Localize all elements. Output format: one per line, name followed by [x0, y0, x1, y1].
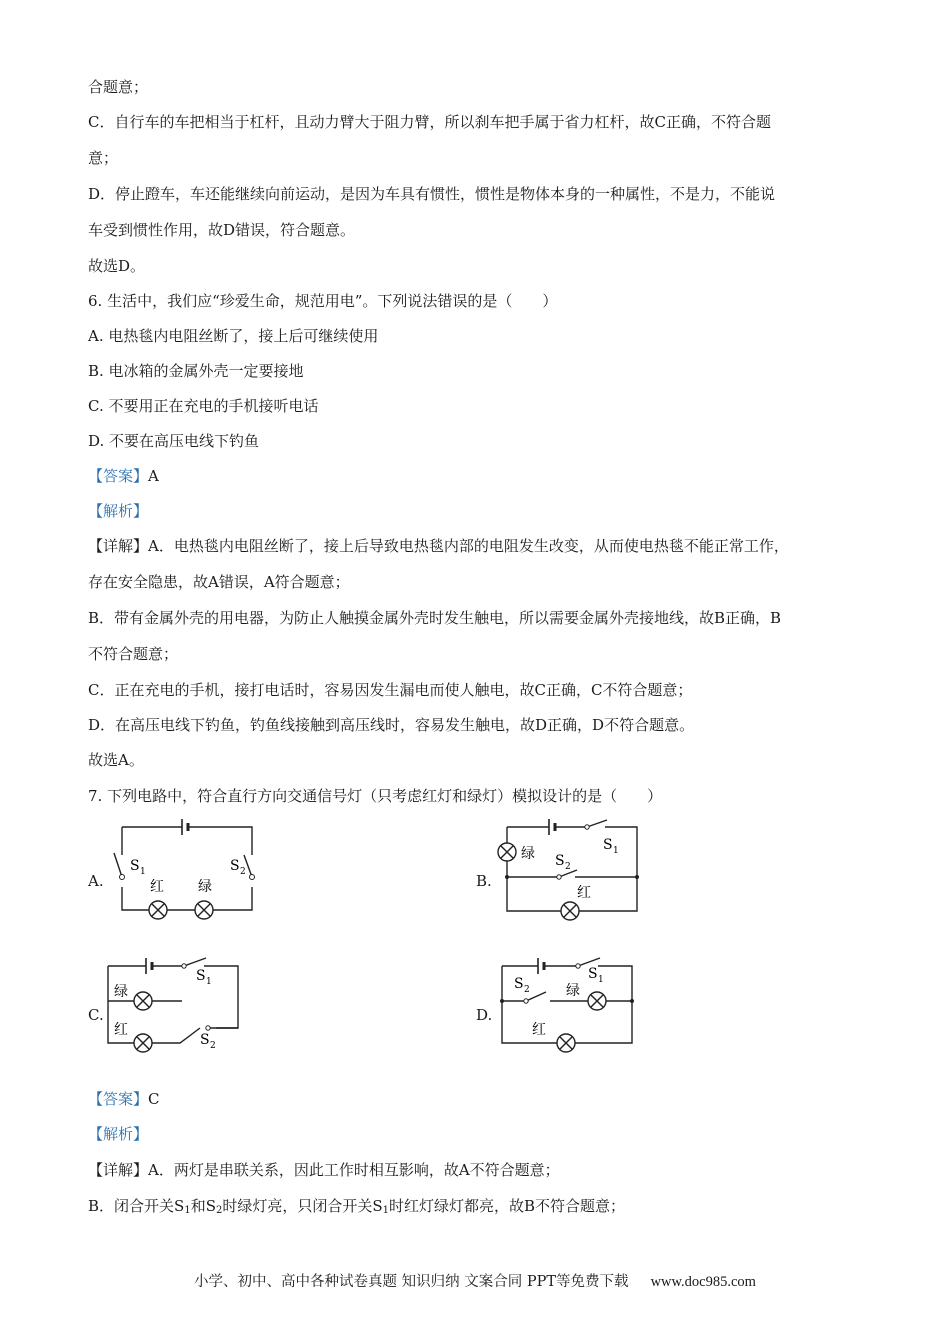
svg-text:2: 2 [565, 862, 571, 872]
svg-text:1: 1 [598, 975, 604, 985]
text-line: 意； [88, 149, 119, 167]
lamp-label: 绿 [566, 983, 580, 999]
switch-label: S [603, 837, 613, 853]
red-lamp-icon [557, 1034, 575, 1052]
text-line: 故选D。 [88, 257, 146, 275]
lamp-label: 红 [150, 879, 164, 895]
answer-tag: 【答案】 [88, 467, 149, 485]
svg-text:1: 1 [206, 977, 212, 987]
text-line: 合题意； [88, 78, 149, 96]
circuit-b-diagram [495, 815, 655, 925]
circuit-c-diagram [100, 948, 260, 1058]
svg-text:2: 2 [210, 1041, 216, 1051]
footer-url[interactable]: www.doc985.com [650, 1274, 756, 1290]
analysis-tag: 【解析】 [88, 1125, 149, 1143]
circuit-d-label: D. [476, 1006, 493, 1024]
detail-line [88, 1160, 560, 1180]
text-line: B．闭合开关$S_1$和$S_2$时绿灯亮，只闭合开关$S_1$时红灯绿灯都亮，故B不符合题意； [88, 1197, 626, 1216]
lamp-label: 红 [577, 885, 591, 901]
svg-text:2: 2 [240, 867, 246, 877]
question-7: 7. 下列电路中，符合直行方向交通信号灯（只考虑红灯和绿灯）模拟设计的是（ ） [88, 787, 663, 805]
lamp-label: 红 [532, 1022, 546, 1038]
switch-label: S [514, 976, 524, 992]
detail-tag: 【详解】 [88, 1161, 149, 1179]
switch-label: S [200, 1032, 210, 1048]
option-b: B. 电冰箱的金属外壳一定要接地 [88, 362, 304, 380]
red-lamp-icon [134, 1034, 152, 1052]
analysis-line [88, 1124, 148, 1144]
lamp-label: 绿 [114, 984, 128, 1000]
answer-line [88, 466, 159, 486]
red-lamp-icon [149, 901, 167, 919]
footer-text: 小学、初中、高中各种试卷真题 知识归纳 文案合同 PPT等免费下载 [194, 1274, 629, 1290]
red-lamp-icon [561, 902, 579, 920]
text-line: 故选A。 [88, 751, 144, 769]
page-footer [0, 1270, 950, 1291]
svg-text:1: 1 [613, 846, 619, 856]
answer-tag: 【答案】 [88, 1090, 149, 1108]
switch-label: S [230, 858, 240, 874]
svg-text:2: 2 [524, 985, 530, 995]
circuit-c-label: C. [88, 1006, 104, 1024]
text-line: D．在高压电线下钓鱼，钓鱼线接触到高压线时，容易发生触电，故D正确，D不符合题意。 [88, 716, 695, 734]
circuit-b-label: B. [476, 872, 492, 890]
answer-line [88, 1089, 160, 1109]
option-a: A. 电热毯内电阻丝断了，接上后可继续使用 [88, 327, 379, 345]
switch-label: S [555, 853, 565, 869]
option-c: C. 不要用正在充电的手机接听电话 [88, 397, 319, 415]
green-lamp-icon [195, 901, 213, 919]
text-line: C．自行车的车把相当于杠杆，且动力臂大于阻力臂，所以刹车把手属于省力杠杆，故C正确，不符合题 [88, 113, 771, 131]
analysis-tag: 【解析】 [88, 502, 149, 520]
question-6: 6. 生活中，我们应“珍爱生命，规范用电”。下列说法错误的是（ ） [88, 292, 558, 310]
detail-tag: 【详解】 [88, 537, 149, 555]
green-lamp-icon [134, 992, 152, 1010]
answer-value: C [148, 1090, 160, 1108]
option-d: D. 不要在高压电线下钓鱼 [88, 432, 260, 450]
circuit-a-diagram [100, 815, 280, 925]
text-line: 不符合题意； [88, 645, 179, 663]
text-line: D．停止蹬车，车还能继续向前运动，是因为车具有惯性，惯性是物体本身的一种属性，不是力，不能说 [88, 185, 776, 203]
circuit-d-diagram [492, 948, 652, 1058]
switch-label: S [196, 968, 206, 984]
switch-label: S [588, 966, 598, 982]
lamp-label: 红 [114, 1022, 128, 1038]
circuit-a-label: A. [88, 872, 104, 890]
green-lamp-icon [588, 992, 606, 1010]
text-line: C．正在充电的手机，接打电话时，容易因发生漏电而使人触电，故C正确，C不符合题意； [88, 681, 693, 699]
lamp-label: 绿 [198, 879, 212, 895]
analysis-line [88, 501, 148, 521]
detail-line [88, 536, 789, 556]
green-lamp-icon [498, 843, 516, 861]
detail-text: A．电热毯内电阻丝断了，接上后导致电热毯内部的电阻发生改变，从而使电热毯不能正常工作， [148, 537, 789, 555]
text-line: 存在安全隐患，故A错误，A符合题意； [88, 573, 350, 591]
svg-text:1: 1 [140, 867, 146, 877]
lamp-label: 绿 [521, 846, 535, 862]
switch-label: S [130, 858, 140, 874]
detail-text: A．两灯是串联关系，因此工作时相互影响，故A不符合题意； [148, 1161, 560, 1179]
text-line: 车受到惯性作用，故D错误，符合题意。 [88, 221, 356, 239]
answer-value: A [148, 467, 159, 485]
text-line: B．带有金属外壳的用电器，为防止人触摸金属外壳时发生触电，所以需要金属外壳接地线，故B正确，B [88, 609, 782, 627]
